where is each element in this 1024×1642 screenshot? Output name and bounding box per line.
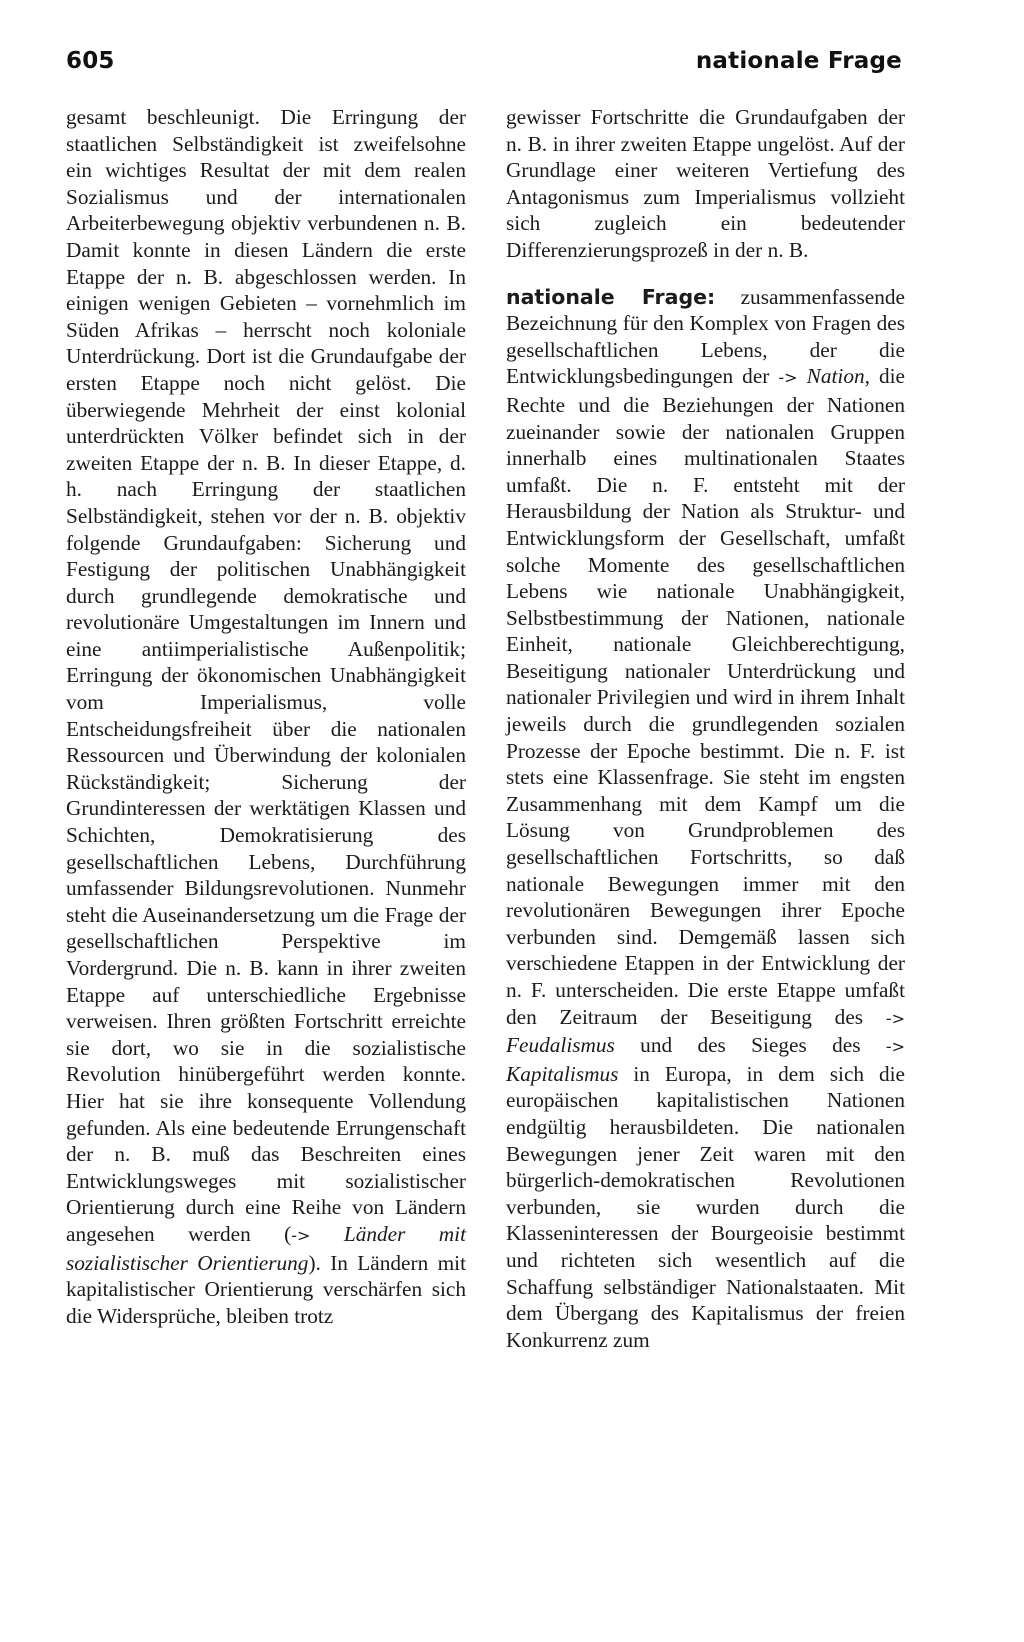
cross-reference: Nation, (806, 364, 870, 389)
paragraph-text: ). In Ländern mit kapitalistischer Orientierung verschärfen sich die Widersprüche, bleiben trotz (66, 1250, 466, 1328)
cross-reference: Kapitalismus (506, 1061, 619, 1086)
entry-text: in Europa, in dem sich die europäischen kapitalistischen Nationen endgültig herausbildeten. Die nationalen Bewegungen jener Zeit waren mit den bürgerlich-demokratischen Revolutionen verbunden, sie wurden durch die Klasseninteressen der Bourgeoisie bestimmt und richteten sich wesentlich auf die Schaffung selbständiger Nationalstaaten. Mit dem Übergang des Kapitalismus der freien Konkurrenz zum (506, 1061, 905, 1352)
entry-text: und des Sieges des (614, 1033, 886, 1058)
page-number: 605 (66, 48, 115, 74)
cross-reference-arrow: -> (778, 368, 798, 388)
cross-reference-arrow: -> (885, 1008, 905, 1028)
running-header-keyword: nationale Frage (695, 48, 902, 74)
cross-reference: Länder mit sozialistischer Orientierung (66, 1221, 467, 1275)
cross-reference-arrow: -> (885, 1037, 905, 1057)
entry-text: die Rechte und die Beziehungen der Nationen zueinander sowie der nationalen Gruppen innerhalb eines multinationalen Staates umfaßt. Die n. F. entsteht mit der Herausbildung der Nation als Struktur- und Entwicklungsform der Gesellschaft, umfaßt solche Momente des gesellschaftlichen Lebens wie nationale Unabhängigkeit, Selbstbestimmung der Nationen, nationale Einheit, nationale Gleichberechtigung, Beseitigung nationaler Unterdrückung und nationaler Privilegien und wird in ihrem Inhalt jeweils durch die grundlegenden sozialen Prozesse der Epoche bestimmt. Die n. F. ist stets eine Klassenfrage. Sie steht im engsten Zusammenhang mit dem Kampf um die Lösung von Grundproblemen des gesellschaftlichen Fortschritts, so daß nationale Bewegungen immer mit den revolutionären Bewegungen ihrer Epoche verbunden sind. Demgemäß lassen sich verschiedene Etappen in der Entwicklung der n. F. unterscheiden. Die erste Etappe umfaßt den Zeitraum der Beseitigung des (506, 364, 906, 1029)
cross-reference: Feudalismus (506, 1033, 615, 1058)
paragraph (66, 104, 466, 1329)
paragraph-text: gesamt beschleunigt. Die Erringung der staatlichen Selbständigkeit ist zweifelsohne ein wichtiges Resultat der mit dem realen Sozialismus und der internationalen Arbeiterbewegung objektiv verbundenen n. B. Damit konnte in diesen Ländern die erste Etappe der n. B. abgeschlossen werden. In einigen wenigen Gebieten – vornehmlich im Süden Afrikas – herrscht noch koloniale Unterdrückung. Dort ist die Grundaufgabe der ersten Etappe noch nicht gelöst. Die überwiegende Mehrheit der einst kolonial unterdrückten Völker befindet sich in der zweiten Etappe der n. B. In dieser Etappe, d. h. nach Erringung der staatlichen Selbständigkeit, stehen vor der n. B. objektiv folgende Grundaufgaben: Sicherung und Festigung der politischen Unabhängigkeit durch grundlegende demokratische und revolutionäre Umgestaltungen im Innern und eine antiimperialistische Außenpolitik; Erringung der ökonomischen Unabhängigkeit vom Imperialismus, volle Entscheidungsfreiheit über die nationalen Ressourcen und Überwindung der kolonialen Rückständigkeit; Sicherung der Grundinteressen der werktätigen Klassen und Schichten, Demokratisierung des gesellschaftlichen Lebens, Durchführung umfassender Bildungsrevolutionen. Nunmehr steht die Auseinandersetzung um die Frage der gesellschaftlichen Perspektive im Vordergrund. Die n. B. kann in ihrer zweiten Etappe auf unterschiedliche Ergebnisse verweisen. Ihren größten Fortschritt erreichte sie dort, wo sie in die sozialistische Revolution hinübergeführt werden konnte. Hier hat sie ihre konsequente Vollendung gefunden. Als eine bedeutende Errungenschaft der n. B. muß das Beschreiten eines Entwicklungsweges mit sozialistischer Orientierung durch eine Reihe von Ländern angesehen werden ( (66, 105, 466, 1246)
right-column (506, 104, 905, 1353)
paragraph: gewisser Fortschritte die Grundaufgaben der n. B. in ihrer zweiten Etappe ungelöst. Auf der Grundlage einer weiteren Vertiefung des Antagonismus zum Imperialismus vollzieht sich zugleich ein bedeutender Differenzierungsprozeß in der n. B. (506, 105, 905, 262)
cross-reference-arrow: -> (291, 1225, 311, 1245)
entry-text: zusammenfassende Bezeichnung für den Komplex von Fragen des gesellschaftlichen Lebens, der die Entwicklungsbedingungen der (506, 284, 905, 389)
dictionary-entry (506, 284, 905, 1354)
left-column (66, 104, 466, 1329)
entry-keyword: nationale Frage: (506, 284, 716, 309)
